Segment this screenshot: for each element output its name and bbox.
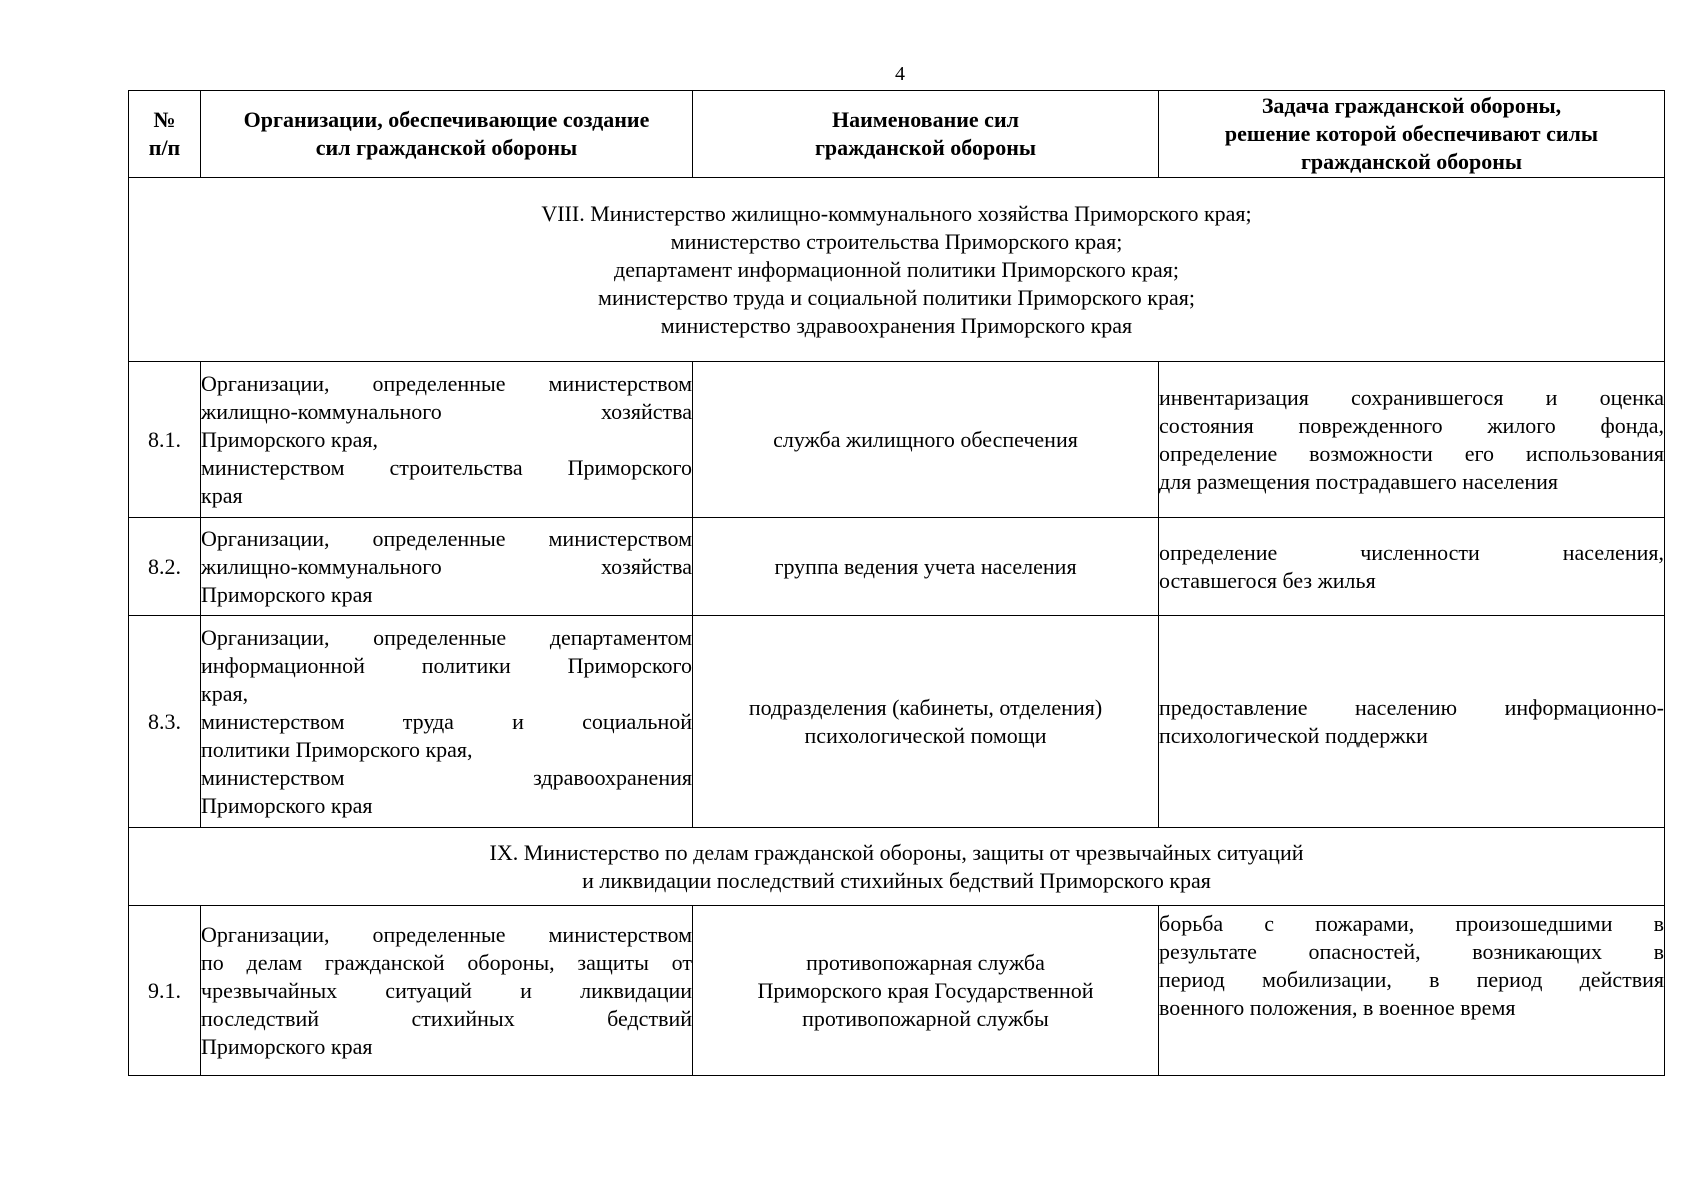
civil-defense-forces-table xyxy=(128,90,1665,1076)
row-task: определение численности населения, оставшегося без жилья xyxy=(1159,518,1665,616)
header-organizations: Организации, обеспечивающие создание сил гражданской обороны xyxy=(201,91,693,178)
row-task: инвентаризация сохранившегося и оценка состояния поврежденного жилого фонда, определение возможности его использования для размещения пострадавшего населения xyxy=(1159,362,1665,518)
table-row xyxy=(129,518,1665,616)
table-header-row xyxy=(129,91,1665,178)
section-heading-ix: IX. Министерство по делам гражданской обороны, защиты от чрезвычайных ситуаций и ликвидации последствий стихийных бедствий Приморского края xyxy=(129,828,1665,906)
row-number: 9.1. xyxy=(129,906,201,1076)
row-force-name: противопожарная служба Приморского края Государственной противопожарной службы xyxy=(693,906,1159,1076)
row-number: 8.1. xyxy=(129,362,201,518)
table-row xyxy=(129,362,1665,518)
header-task: Задача гражданской обороны, решение которой обеспечивают силы гражданской обороны xyxy=(1159,91,1665,178)
row-force-name: группа ведения учета населения xyxy=(693,518,1159,616)
header-force-name: Наименование сил гражданской обороны xyxy=(693,91,1159,178)
page-number: 4 xyxy=(895,63,905,85)
row-organizations: Организации, определенные министерством жилищно-коммунального хозяйства Приморского края xyxy=(201,518,693,616)
row-force-name: подразделения (кабинеты, отделения) психологической помощи xyxy=(693,616,1159,828)
row-task: борьба с пожарами, произошедшими в результате опасностей, возникающих в период мобилизации, в период действия военного положения, в военное время xyxy=(1159,906,1665,1076)
section-row-ix xyxy=(129,828,1665,906)
row-task: предоставление населению информационно- психологической поддержки xyxy=(1159,616,1665,828)
section-heading-viii: VIII. Министерство жилищно-коммунального хозяйства Приморского края; министерство строительства Приморского края; департамент информационной политики Приморского края; министерство труда и социальной политики Приморского края; министерство здравоохранения Приморского края xyxy=(129,178,1665,362)
table-row xyxy=(129,616,1665,828)
table-row xyxy=(129,906,1665,1076)
section-row-viii xyxy=(129,178,1665,362)
row-organizations: Организации, определенные министерством по делам гражданской обороны, защиты от чрезвычайных ситуаций и ликвидации последствий стихийных бедствий Приморского края xyxy=(201,906,693,1076)
row-organizations: Организации, определенные министерством жилищно-коммунального хозяйства Приморского края, министерством строительства Приморского края xyxy=(201,362,693,518)
row-organizations: Организации, определенные департаментом информационной политики Приморского края, министерством труда и социальной политики Приморского края, министерством здравоохранения Приморского края xyxy=(201,616,693,828)
row-number: 8.3. xyxy=(129,616,201,828)
header-num: № п/п xyxy=(129,91,201,178)
row-number: 8.2. xyxy=(129,518,201,616)
row-force-name: служба жилищного обеспечения xyxy=(693,362,1159,518)
